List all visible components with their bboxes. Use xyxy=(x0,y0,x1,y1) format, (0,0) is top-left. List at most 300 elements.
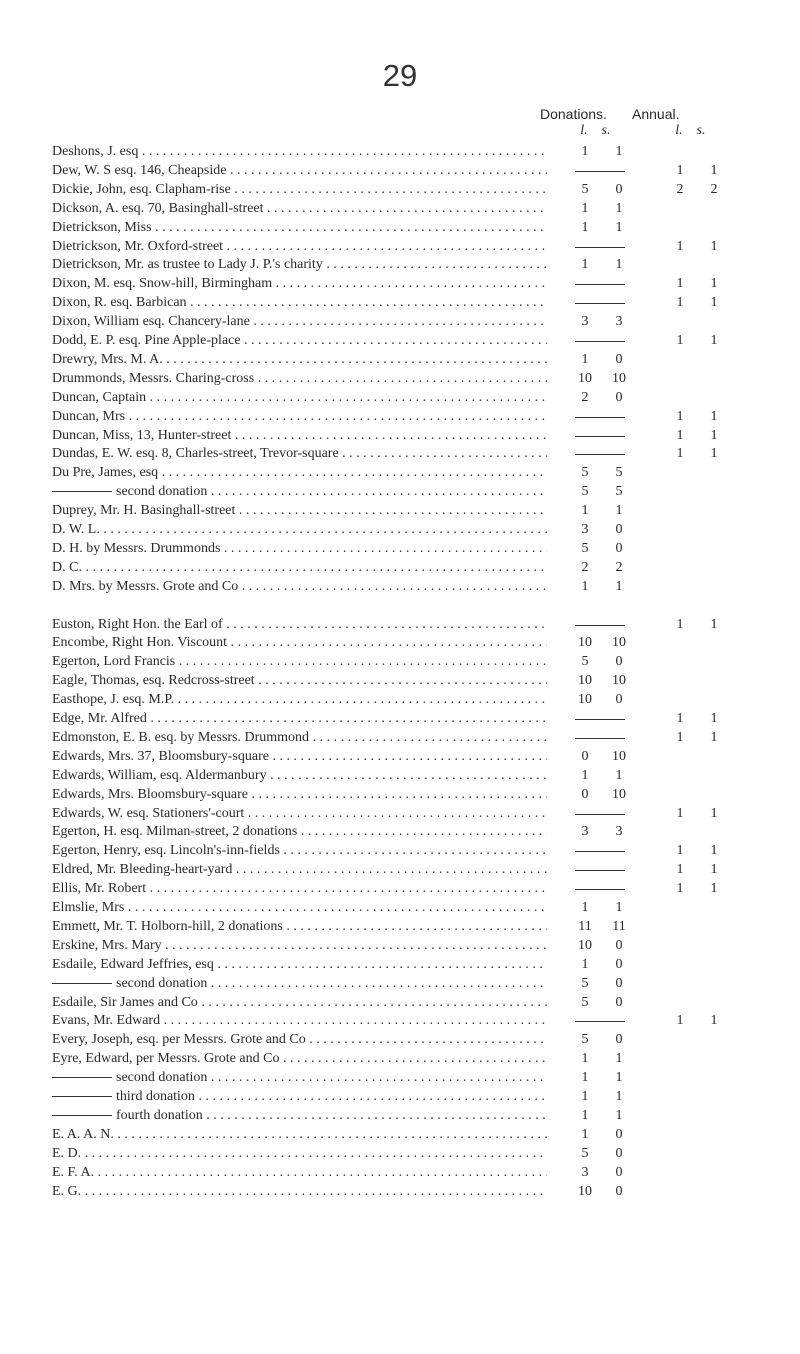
list-item xyxy=(52,709,752,728)
shillings-unit-label: s. xyxy=(696,123,706,138)
donation-pounds: 10 xyxy=(578,692,592,708)
donation-shillings: 11 xyxy=(612,918,626,934)
subscriber-name xyxy=(52,369,547,388)
list-item xyxy=(52,161,752,180)
no-donation-dash xyxy=(575,719,625,720)
subscriber-name-text: Evans, Mr. Edward xyxy=(52,1013,161,1029)
list-item xyxy=(52,615,752,634)
list-item xyxy=(52,501,752,520)
donation-shillings: 0 xyxy=(615,994,623,1010)
donation-pounds: 1 xyxy=(581,767,589,783)
subscriber-name xyxy=(52,539,547,558)
no-donation-dash xyxy=(575,738,625,739)
subscriber-name xyxy=(52,974,547,993)
subscriber-name xyxy=(52,993,547,1012)
annual-pounds: 1 xyxy=(676,616,684,632)
donation-pounds: 5 xyxy=(581,181,589,197)
subscriber-name xyxy=(52,955,547,974)
donation-shillings: 2 xyxy=(615,559,623,575)
subscriber-name-text: Esdaile, Sir James and Co xyxy=(52,994,198,1010)
donation-pounds: 10 xyxy=(578,937,592,953)
donation-shillings: 1 xyxy=(615,900,623,915)
list-item xyxy=(52,539,752,558)
subscriber-name-text: second donation xyxy=(116,1070,208,1086)
subscriber-name xyxy=(52,501,547,520)
subscriber-name xyxy=(52,482,547,501)
list-item xyxy=(52,274,752,293)
subscriber-name-text: Duncan, Miss, 13, Hunter-street xyxy=(52,427,232,443)
list-item xyxy=(52,860,752,879)
donation-shillings: 1 xyxy=(615,1070,623,1086)
list-item xyxy=(52,1125,752,1144)
subscriber-name xyxy=(52,841,547,860)
subscriber-name xyxy=(52,407,547,426)
subscriber-name-text: Dixon, William esq. Chancery-lane xyxy=(52,314,250,330)
no-donation-dash xyxy=(575,171,625,172)
subscriber-name-text: Deshons, J. esq xyxy=(52,144,139,159)
subscriber-name-text: Dew, W. S esq. 146, Cheapside xyxy=(52,162,227,178)
subscriber-name-text: Ellis, Mr. Robert xyxy=(52,881,147,897)
ditto-rule xyxy=(52,1077,112,1078)
donation-shillings: 1 xyxy=(615,219,623,235)
subscriber-name xyxy=(52,1163,547,1182)
subscriber-name-text: Eyre, Edward, per Messrs. Grote and Co xyxy=(52,1051,280,1067)
donation-shillings: 0 xyxy=(615,937,623,953)
annual-shillings: 1 xyxy=(710,862,718,878)
donation-shillings: 0 xyxy=(615,1126,623,1142)
subscriber-name-text: D. W. L. xyxy=(52,522,100,537)
subscriber-name xyxy=(52,652,547,671)
list-item xyxy=(52,331,752,350)
list-item xyxy=(52,350,752,369)
subscriber-name-text: Esdaile, Edward Jeffries, esq xyxy=(52,956,214,972)
subscriber-name-text: Eagle, Thomas, esq. Redcross-street xyxy=(52,673,255,689)
annual-shillings: 1 xyxy=(710,446,718,462)
list-item xyxy=(52,444,752,463)
annual-shillings: 1 xyxy=(710,295,718,311)
donation-pounds: 5 xyxy=(581,994,589,1010)
subscriber-name xyxy=(52,615,547,634)
list-item xyxy=(52,1182,752,1201)
donation-pounds: 1 xyxy=(581,578,589,594)
donation-shillings: 0 xyxy=(615,389,623,405)
subscriber-name xyxy=(52,747,547,766)
annual-shillings: 1 xyxy=(710,427,718,443)
list-item xyxy=(52,142,752,161)
subscriber-name xyxy=(52,936,547,955)
donation-shillings: 0 xyxy=(615,351,623,367)
subscriber-name xyxy=(52,520,547,539)
annual-pounds: 1 xyxy=(676,729,684,745)
donation-pounds: 10 xyxy=(578,635,592,651)
subscriber-name-text: second donation xyxy=(116,484,208,500)
subscriber-name xyxy=(52,785,547,804)
subscriber-name xyxy=(52,1087,547,1106)
donation-shillings: 1 xyxy=(615,578,623,594)
annual-pounds: 1 xyxy=(676,446,684,462)
donation-shillings: 1 xyxy=(615,767,623,783)
donation-shillings: 10 xyxy=(612,370,626,386)
subscriber-name-text: Edwards, Mrs. 37, Bloomsbury-square xyxy=(52,748,269,764)
list-item xyxy=(52,369,752,388)
annual-shillings: 1 xyxy=(710,805,718,821)
list-item xyxy=(52,199,752,218)
list-item xyxy=(52,218,752,237)
donation-pounds: 5 xyxy=(581,1032,589,1048)
donation-shillings: 0 xyxy=(615,692,623,708)
subscriber-name xyxy=(52,898,547,917)
subscriber-name xyxy=(52,728,547,747)
list-item xyxy=(52,312,752,331)
donation-pounds: 5 xyxy=(581,540,589,556)
pounds-unit-label: l. xyxy=(675,123,683,138)
annual-pounds: 1 xyxy=(676,295,684,311)
subscriber-name xyxy=(52,577,547,596)
subscriber-name xyxy=(52,822,547,841)
donation-shillings: 0 xyxy=(615,540,623,556)
donation-shillings: 10 xyxy=(612,635,626,651)
donation-pounds: 5 xyxy=(581,975,589,991)
subscriber-name-text: E. A. A. N. xyxy=(52,1126,114,1142)
list-item xyxy=(52,974,752,993)
list-item xyxy=(52,482,752,501)
subscriber-name-text: Dundas, E. W. esq. 8, Charles-street, Trevor-square xyxy=(52,446,339,462)
donation-shillings: 5 xyxy=(615,484,623,500)
donations-unit-header xyxy=(573,123,633,139)
no-donation-dash xyxy=(575,454,625,455)
annual-unit-header xyxy=(668,123,728,139)
donation-shillings: 1 xyxy=(615,257,623,273)
subscriber-name xyxy=(52,312,547,331)
subscriber-name-text: Egerton, H. esq. Milman-street, 2 donations xyxy=(52,824,298,840)
list-item xyxy=(52,766,752,785)
donation-pounds: 5 xyxy=(581,465,589,481)
list-item xyxy=(52,690,752,709)
subscriber-name xyxy=(52,633,547,652)
list-item xyxy=(52,652,752,671)
donation-pounds: 1 xyxy=(581,144,589,159)
donation-pounds: 5 xyxy=(581,484,589,500)
no-donation-dash xyxy=(575,303,625,304)
donation-pounds: 1 xyxy=(581,200,589,216)
list-item xyxy=(52,237,752,256)
subscriber-name-text: E. F. A. xyxy=(52,1164,95,1180)
subscriber-name xyxy=(52,180,547,199)
subscriber-name xyxy=(52,804,547,823)
subscriber-name-text: D. Mrs. by Messrs. Grote and Co xyxy=(52,578,239,594)
list-item xyxy=(52,520,752,539)
donation-shillings: 0 xyxy=(615,1032,623,1048)
subscriber-name-text: Edwards, W. esq. Stationers'-court xyxy=(52,805,245,821)
shillings-unit-label: s. xyxy=(601,123,611,138)
donation-pounds: 0 xyxy=(581,748,589,764)
annual-shillings: 1 xyxy=(710,408,718,424)
subscriber-name xyxy=(52,766,547,785)
annual-shillings: 1 xyxy=(710,238,718,254)
subscriber-name xyxy=(52,237,547,256)
annual-shillings: 1 xyxy=(710,843,718,859)
subscriber-name-text: Easthope, J. esq. M.P. xyxy=(52,692,175,708)
subscriber-name-text: Egerton, Lord Francis xyxy=(52,654,176,670)
subscriber-name xyxy=(52,161,547,180)
subscriber-name xyxy=(52,860,547,879)
donation-pounds: 2 xyxy=(581,559,589,575)
subscriber-name-text: fourth donation xyxy=(116,1107,203,1123)
subscriber-name-text: Encombe, Right Hon. Viscount xyxy=(52,635,228,651)
list-item xyxy=(52,1068,752,1087)
no-donation-dash xyxy=(575,889,625,890)
list-item xyxy=(52,1030,752,1049)
subscriber-name xyxy=(52,1011,547,1030)
annual-pounds: 1 xyxy=(676,805,684,821)
list-item xyxy=(52,785,752,804)
annual-pounds: 1 xyxy=(676,711,684,726)
subscriber-name-text: Drewry, Mrs. M. A. xyxy=(52,351,163,367)
subscriber-name xyxy=(52,1030,547,1049)
list-item xyxy=(52,1106,752,1125)
donation-pounds: 10 xyxy=(578,370,592,386)
subscriber-name xyxy=(52,388,547,407)
subscriber-name xyxy=(52,709,547,728)
annual-shillings: 1 xyxy=(710,616,718,632)
list-item xyxy=(52,993,752,1012)
list-item xyxy=(52,898,752,917)
donation-pounds: 1 xyxy=(581,1089,589,1104)
annual-shillings: 1 xyxy=(710,276,718,292)
donation-pounds: 2 xyxy=(581,389,589,405)
subscriber-name xyxy=(52,463,547,482)
subscriber-name-text: third donation xyxy=(116,1089,195,1104)
pounds-unit-label: l. xyxy=(580,123,588,138)
subscriber-name-text: Edmonston, E. B. esq. by Messrs. Drummond xyxy=(52,729,310,745)
subscriber-name-text: E. G. xyxy=(52,1183,82,1199)
ditto-rule xyxy=(52,1115,112,1116)
no-donation-dash xyxy=(575,870,625,871)
subscriber-name xyxy=(52,1125,547,1144)
donation-pounds: 10 xyxy=(578,1183,592,1199)
subscriber-name xyxy=(52,426,547,445)
subscriber-name-text: Edge, Mr. Alfred xyxy=(52,711,147,726)
donation-shillings: 0 xyxy=(615,1183,623,1199)
list-item xyxy=(52,180,752,199)
list-item xyxy=(52,936,752,955)
subscriber-name-text: second donation xyxy=(116,975,208,991)
donation-pounds: 1 xyxy=(581,351,589,367)
donation-shillings: 1 xyxy=(615,1051,623,1067)
annual-pounds: 1 xyxy=(676,1013,684,1029)
annual-shillings: 1 xyxy=(710,881,718,897)
subscriber-name xyxy=(52,690,547,709)
subscriber-name-text: Duncan, Captain xyxy=(52,389,147,405)
list-item xyxy=(52,1144,752,1163)
annual-pounds: 1 xyxy=(676,333,684,348)
subscriber-name xyxy=(52,350,547,369)
donation-pounds: 1 xyxy=(581,900,589,915)
annual-shillings: 2 xyxy=(710,181,718,197)
donation-shillings: 5 xyxy=(615,465,623,481)
annual-shillings: 1 xyxy=(710,711,718,726)
subscriber-name-text: Edwards, William, esq. Aldermanbury xyxy=(52,767,267,783)
list-item xyxy=(52,804,752,823)
donation-shillings: 0 xyxy=(615,1145,623,1161)
donation-pounds: 1 xyxy=(581,1070,589,1086)
subscriber-name xyxy=(52,293,547,312)
donation-pounds: 1 xyxy=(581,956,589,972)
donation-pounds: 1 xyxy=(581,1107,589,1123)
subscriber-name xyxy=(52,1182,547,1201)
subscriber-name-text: Dodd, E. P. esq. Pine Apple-place xyxy=(52,333,241,348)
subscriber-name xyxy=(52,1049,547,1068)
list-item xyxy=(52,747,752,766)
list-item xyxy=(52,728,752,747)
subscriber-name xyxy=(52,1144,547,1163)
list-item xyxy=(52,917,752,936)
list-item xyxy=(52,841,752,860)
donation-pounds: 5 xyxy=(581,1145,589,1161)
annual-pounds: 2 xyxy=(676,181,684,197)
annual-pounds: 1 xyxy=(676,843,684,859)
list-item xyxy=(52,255,752,274)
subscriber-name-text: Every, Joseph, esq. per Messrs. Grote and Co xyxy=(52,1032,306,1048)
donation-shillings: 3 xyxy=(615,824,623,840)
subscriber-name-text: Du Pre, James, esq xyxy=(52,465,159,481)
subscriber-name xyxy=(52,255,547,274)
annual-pounds: 1 xyxy=(676,162,684,178)
list-item xyxy=(52,1049,752,1068)
list-item xyxy=(52,293,752,312)
donation-pounds: 1 xyxy=(581,219,589,235)
subscriber-name-text: Dietrickson, Miss xyxy=(52,219,152,235)
donation-shillings: 0 xyxy=(615,654,623,670)
donation-pounds: 0 xyxy=(581,786,589,802)
list-item xyxy=(52,671,752,690)
subscriber-name-text: Erskine, Mrs. Mary xyxy=(52,937,162,953)
subscriber-name-text: Dietrickson, Mr. as trustee to Lady J. P.'s charity xyxy=(52,257,323,273)
annual-column-header: Annual. xyxy=(632,106,680,122)
donation-pounds: 5 xyxy=(581,654,589,670)
donation-shillings: 1 xyxy=(615,503,623,519)
subscriber-name xyxy=(52,331,547,350)
subscriber-name xyxy=(52,1068,547,1087)
list-item xyxy=(52,463,752,482)
donation-shillings: 3 xyxy=(615,314,623,330)
subscriber-name-text: Dixon, M. esq. Snow-hill, Birmingham xyxy=(52,276,273,292)
donation-shillings: 1 xyxy=(615,144,623,159)
list-item xyxy=(52,407,752,426)
subscriber-name-text: Dietrickson, Mr. Oxford-street xyxy=(52,238,224,254)
donation-pounds: 1 xyxy=(581,1126,589,1142)
ditto-rule xyxy=(52,983,112,984)
subscriber-name xyxy=(52,444,547,463)
donation-pounds: 1 xyxy=(581,503,589,519)
subscriber-name-text: Elmslie, Mrs xyxy=(52,900,125,915)
donation-shillings: 10 xyxy=(612,786,626,802)
subscriber-name xyxy=(52,199,547,218)
annual-shillings: 1 xyxy=(710,729,718,745)
subscriber-name-text: Edwards, Mrs. Bloomsbury-square xyxy=(52,786,248,802)
annual-pounds: 1 xyxy=(676,862,684,878)
list-item xyxy=(52,577,752,596)
subscriber-name-text: Dixon, R. esq. Barbican xyxy=(52,295,187,311)
no-donation-dash xyxy=(575,851,625,852)
subscriber-name-text: Emmett, Mr. T. Holborn-hill, 2 donations xyxy=(52,918,283,934)
donation-pounds: 3 xyxy=(581,314,589,330)
donation-shillings: 0 xyxy=(615,522,623,537)
donation-pounds: 10 xyxy=(578,673,592,689)
subscriber-name xyxy=(52,1106,547,1125)
subscriber-name xyxy=(52,218,547,237)
no-donation-dash xyxy=(575,417,625,418)
annual-pounds: 1 xyxy=(676,238,684,254)
donation-shillings: 0 xyxy=(615,956,623,972)
annual-shillings: 1 xyxy=(710,162,718,178)
donation-pounds: 3 xyxy=(581,522,589,537)
subscriber-name-text: E. D. xyxy=(52,1145,82,1161)
no-donation-dash xyxy=(575,625,625,626)
subscriber-name-text: Dickson, A. esq. 70, Basinghall-street xyxy=(52,200,264,216)
donation-pounds: 11 xyxy=(578,918,592,934)
annual-pounds: 1 xyxy=(676,408,684,424)
subscriber-name-text: D. H. by Messrs. Drummonds xyxy=(52,540,221,556)
subscriber-name-text: Egerton, Henry, esq. Lincoln's-inn-fields xyxy=(52,843,280,859)
donation-shillings: 0 xyxy=(615,975,623,991)
subscriber-name-text: Dickie, John, esq. Clapham-rise xyxy=(52,181,231,197)
no-donation-dash xyxy=(575,284,625,285)
donation-shillings: 10 xyxy=(612,748,626,764)
donation-pounds: 1 xyxy=(581,1051,589,1067)
donation-shillings: 1 xyxy=(615,1089,623,1104)
list-item xyxy=(52,558,752,577)
annual-pounds: 1 xyxy=(676,427,684,443)
subscriber-name xyxy=(52,274,547,293)
annual-pounds: 1 xyxy=(676,881,684,897)
no-donation-dash xyxy=(575,436,625,437)
annual-shillings: 1 xyxy=(710,1013,718,1029)
list-item xyxy=(52,955,752,974)
donation-shillings: 0 xyxy=(615,181,623,197)
ditto-rule xyxy=(52,491,112,492)
subscriber-name xyxy=(52,142,547,161)
list-item xyxy=(52,426,752,445)
list-item xyxy=(52,1011,752,1030)
list-item xyxy=(52,822,752,841)
donation-pounds: 3 xyxy=(581,824,589,840)
donation-shillings: 10 xyxy=(612,673,626,689)
page-number: 29 xyxy=(382,58,418,93)
subscriber-name-text: Drummonds, Messrs. Charing-cross xyxy=(52,370,255,386)
list-item xyxy=(52,388,752,407)
donation-shillings: 1 xyxy=(615,200,623,216)
list-item xyxy=(52,879,752,898)
no-donation-dash xyxy=(575,814,625,815)
list-item xyxy=(52,633,752,652)
subscriber-name xyxy=(52,558,547,577)
subscriber-name-text: D. C. xyxy=(52,559,82,575)
no-donation-dash xyxy=(575,247,625,248)
list-item xyxy=(52,1163,752,1182)
no-donation-dash xyxy=(575,341,625,342)
ditto-rule xyxy=(52,1096,112,1097)
subscriber-name xyxy=(52,879,547,898)
subscriber-name xyxy=(52,671,547,690)
donation-shillings: 0 xyxy=(615,1164,623,1180)
annual-shillings: 1 xyxy=(710,333,718,348)
no-donation-dash xyxy=(575,1021,625,1022)
donation-shillings: 1 xyxy=(615,1107,623,1123)
donation-pounds: 3 xyxy=(581,1164,589,1180)
subscriber-name xyxy=(52,917,547,936)
subscriber-name-text: Euston, Right Hon. the Earl of xyxy=(52,616,223,632)
